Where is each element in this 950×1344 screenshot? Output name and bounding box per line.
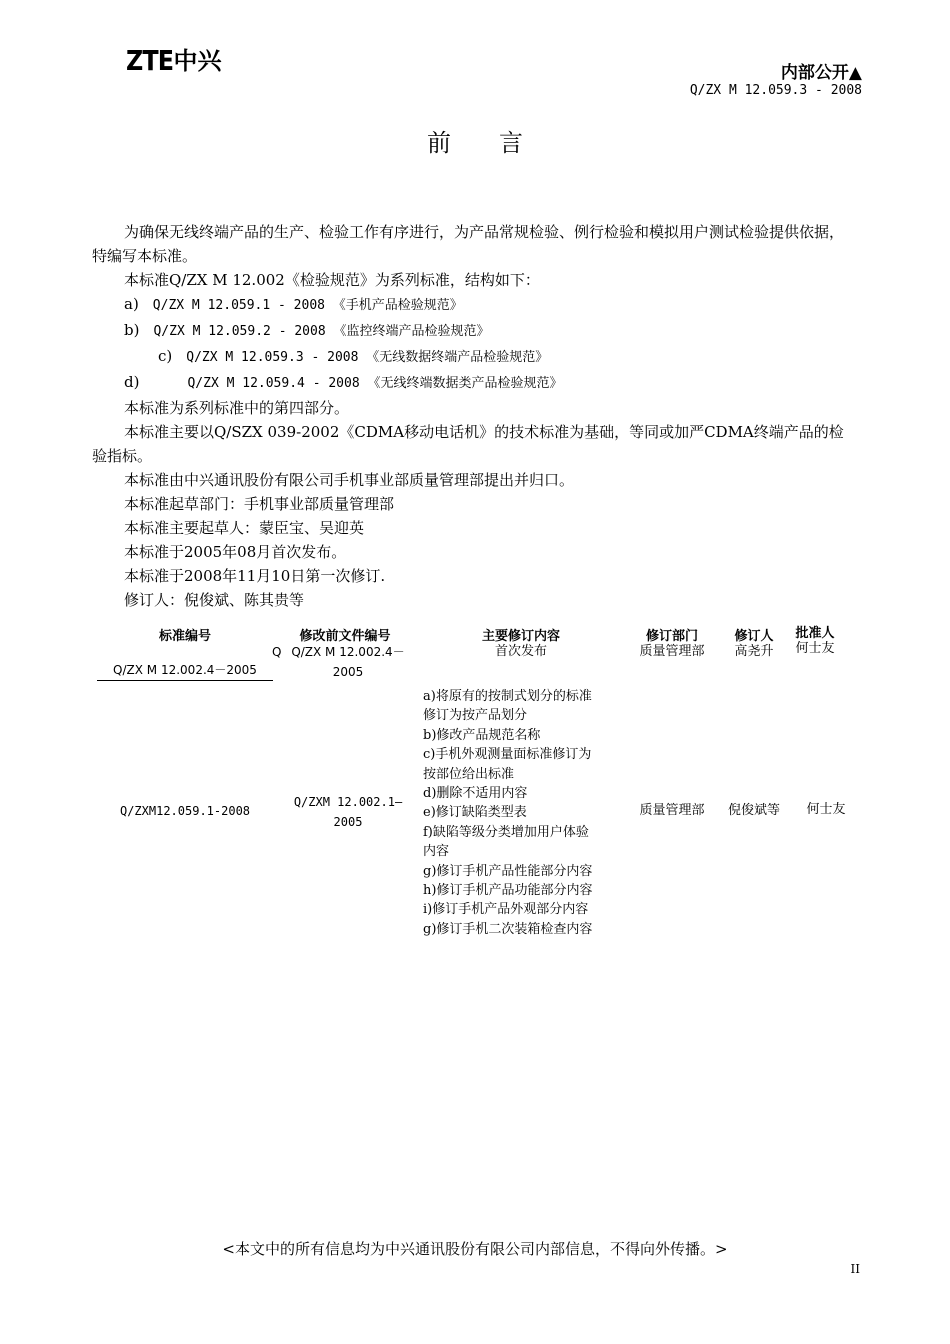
header-content: 主要修订内容: [481, 629, 560, 644]
header-approver: 批准人: [795, 626, 835, 641]
logo-latin: ZTE: [126, 44, 174, 77]
preface-body: [92, 220, 848, 612]
row1-content: 首次发布: [494, 644, 547, 659]
row2-std-no: Q/ZXM12.059.1-2008: [119, 804, 251, 818]
row2-reviser: 倪俊斌等: [727, 803, 780, 818]
paragraph-drafters: 本标准主要起草人：蒙臣宝、吴迎英: [124, 519, 365, 537]
paragraph-proposer: 本标准由中兴通讯股份有限公司手机事业部质量管理部提出并归口。: [124, 471, 575, 489]
row2-dept: 质量管理部: [639, 803, 705, 818]
row-divider: [97, 680, 273, 681]
row1-prev-no: Q/ZX M 12.002.4－ 2005: [291, 645, 405, 679]
page-title: 前言: [427, 129, 571, 157]
company-logo: [126, 44, 222, 76]
list-item: d) Q/ZX M 12.059.4 - 2008 《无线终端数据类产品检验规范》: [124, 373, 563, 391]
classification-label: 内部公开▲: [780, 63, 862, 83]
row1-std-no: Q/ZX M 12.002.4－2005: [113, 663, 257, 677]
row2-prev-no: Q/ZXM 12.002.1— 2005: [293, 795, 403, 829]
page-number: II: [850, 1262, 860, 1276]
paragraph-series: 本标准Q/ZX M 12.002《检验规范》为系列标准，结构如下：: [124, 271, 540, 289]
paragraph-revisers: 修订人：倪俊斌、陈其贵等: [124, 591, 305, 609]
list-item: a) Q/ZX M 12.059.1 - 2008 《手机产品检验规范》: [124, 295, 463, 313]
header-std-no: 标准编号: [158, 629, 211, 644]
header-reviser: 修订人: [734, 629, 774, 644]
header-dept: 修订部门: [645, 629, 698, 644]
paragraph-first-release: 本标准于2005年08月首次发布。: [124, 543, 347, 561]
list-item: b) Q/ZX M 12.059.2 - 2008 《监控终端产品检验规范》: [124, 321, 490, 339]
paragraph-part: 本标准为系列标准中的第四部分。: [124, 399, 350, 417]
row1-reviser: 高尧升: [734, 644, 774, 659]
confidentiality-notice: <本文中的所有信息均为中兴通讯股份有限公司内部信息，不得向外传播。>: [222, 1240, 728, 1258]
paragraph-basis: 本标准主要以Q/SZX 039-2002《CDMA移动电话机》的技术标准为基础，等同或加严CDMA终端产品的检验指标。: [92, 423, 844, 465]
paragraph-drafting-dept: 本标准起草部门：手机事业部质量管理部: [124, 495, 395, 513]
row1-prev-prefix: Q: [272, 645, 282, 659]
header-prev-no: 修改前文件编号: [299, 629, 391, 644]
paragraph-revision: 本标准于2008年11月10日第一次修订.: [124, 567, 386, 585]
logo-chinese: 中兴: [173, 47, 222, 75]
document-number: Q/ZX M 12.059.3 - 2008: [689, 83, 862, 98]
row2-content: a)将原有的按制式划分的标准 修订为按产品划分 b)修改产品规范名称 c)手机外观测量面标准修订为 按部位给出标准 d)删除不适用内容 e)修订缺陷类型表 f)缺陷等级分类增加用户体验 内容 g)修订手机产品性能部分内容 h)修订手机产品功能部分内容 i)修订手机产品外观部分内容 g)修订手机二次装箱检查内容: [423, 689, 593, 937]
list-item: c) Q/ZX M 12.059.3 - 2008 《无线数据终端产品检验规范》: [158, 347, 549, 365]
row1-approver: 何士友: [795, 641, 835, 656]
row2-approver: 何士友: [806, 802, 846, 817]
paragraph-purpose: 为确保无线终端产品的生产、检验工作有序进行，为产品常规检验、例行检验和模拟用户测试检验提供依据，特编写本标准。: [92, 223, 845, 265]
row1-dept: 质量管理部: [639, 644, 705, 659]
